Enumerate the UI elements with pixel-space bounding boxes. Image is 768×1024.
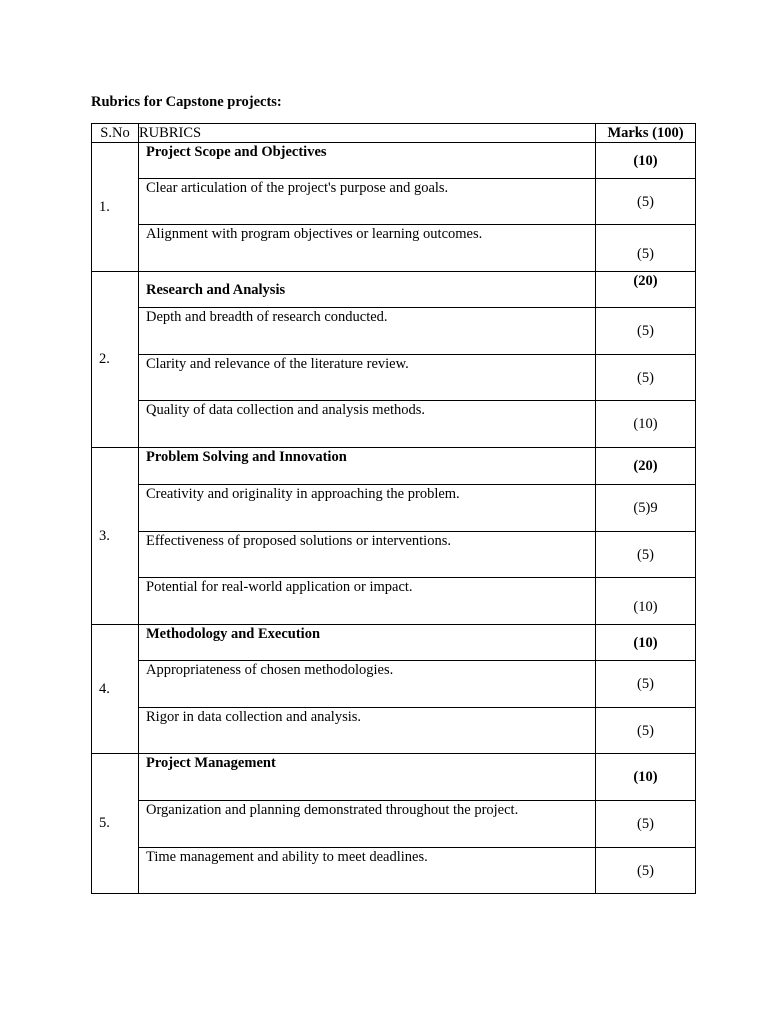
table-row: [92, 661, 696, 708]
rubric-item-marks: (10): [596, 578, 696, 625]
rubric-item: Potential for real-world application or impact.: [139, 578, 596, 625]
rubric-item: Creativity and originality in approaching the problem.: [139, 485, 596, 532]
table-row: [92, 485, 696, 532]
section-heading-marks: (20): [596, 448, 696, 485]
section-number: 4.: [92, 625, 139, 754]
rubric-item: Quality of data collection and analysis methods.: [139, 401, 596, 448]
rubric-item-marks: (5): [596, 308, 696, 355]
section-heading-row: [92, 143, 696, 179]
section-heading-row: [92, 625, 696, 661]
section-heading: Problem Solving and Innovation: [139, 448, 596, 485]
rubric-item-marks: (5)9: [596, 485, 696, 532]
column-header-sno: S.No: [92, 124, 139, 143]
column-header-rubrics: RUBRICS: [139, 124, 596, 143]
rubric-item: Effectiveness of proposed solutions or interventions.: [139, 532, 596, 578]
rubric-item-marks: (5): [596, 801, 696, 848]
column-header-marks: Marks (100): [596, 124, 696, 143]
section-heading-marks: (10): [596, 625, 696, 661]
table-row: [92, 179, 696, 225]
section-heading-row: [92, 448, 696, 485]
section-heading-row: [92, 272, 696, 308]
rubric-item: Appropriateness of chosen methodologies.: [139, 661, 596, 708]
table-header-row: [92, 124, 696, 143]
table-row: [92, 848, 696, 894]
document-title: Rubrics for Capstone projects:: [91, 94, 282, 110]
section-heading: Project Management: [139, 754, 596, 801]
section-heading: Methodology and Execution: [139, 625, 596, 661]
section-heading-marks: (10): [596, 143, 696, 179]
section-number: 2.: [92, 272, 139, 448]
section-number: 3.: [92, 448, 139, 625]
rubric-item-marks: (5): [596, 179, 696, 225]
section-heading: Project Scope and Objectives: [139, 143, 596, 179]
rubric-item: Alignment with program objectives or learning outcomes.: [139, 225, 596, 272]
section-heading: Research and Analysis: [139, 272, 596, 308]
rubric-item: Depth and breadth of research conducted.: [139, 308, 596, 355]
section-heading-marks: (10): [596, 754, 696, 801]
rubric-item-marks: (5): [596, 532, 696, 578]
section-number: 5.: [92, 754, 139, 894]
section-heading-marks: (20): [596, 272, 696, 308]
rubric-item: Time management and ability to meet deadlines.: [139, 848, 596, 894]
table-row: [92, 225, 696, 272]
rubric-item-marks: (10): [596, 401, 696, 448]
rubric-item-marks: (5): [596, 225, 696, 272]
rubric-item: Clear articulation of the project's purpose and goals.: [139, 179, 596, 225]
rubric-item-marks: (5): [596, 355, 696, 401]
table-row: [92, 708, 696, 754]
section-heading-row: [92, 754, 696, 801]
rubrics-table: [91, 123, 696, 894]
rubric-item-marks: (5): [596, 848, 696, 894]
rubric-item-marks: (5): [596, 708, 696, 754]
table-row: [92, 308, 696, 355]
rubric-item: Rigor in data collection and analysis.: [139, 708, 596, 754]
table-row: [92, 355, 696, 401]
table-row: [92, 532, 696, 578]
rubric-item-marks: (5): [596, 661, 696, 708]
table-row: [92, 401, 696, 448]
table-row: [92, 578, 696, 625]
section-number: 1.: [92, 143, 139, 272]
rubric-item: Organization and planning demonstrated throughout the project.: [139, 801, 596, 848]
table-row: [92, 801, 696, 848]
rubric-item: Clarity and relevance of the literature review.: [139, 355, 596, 401]
